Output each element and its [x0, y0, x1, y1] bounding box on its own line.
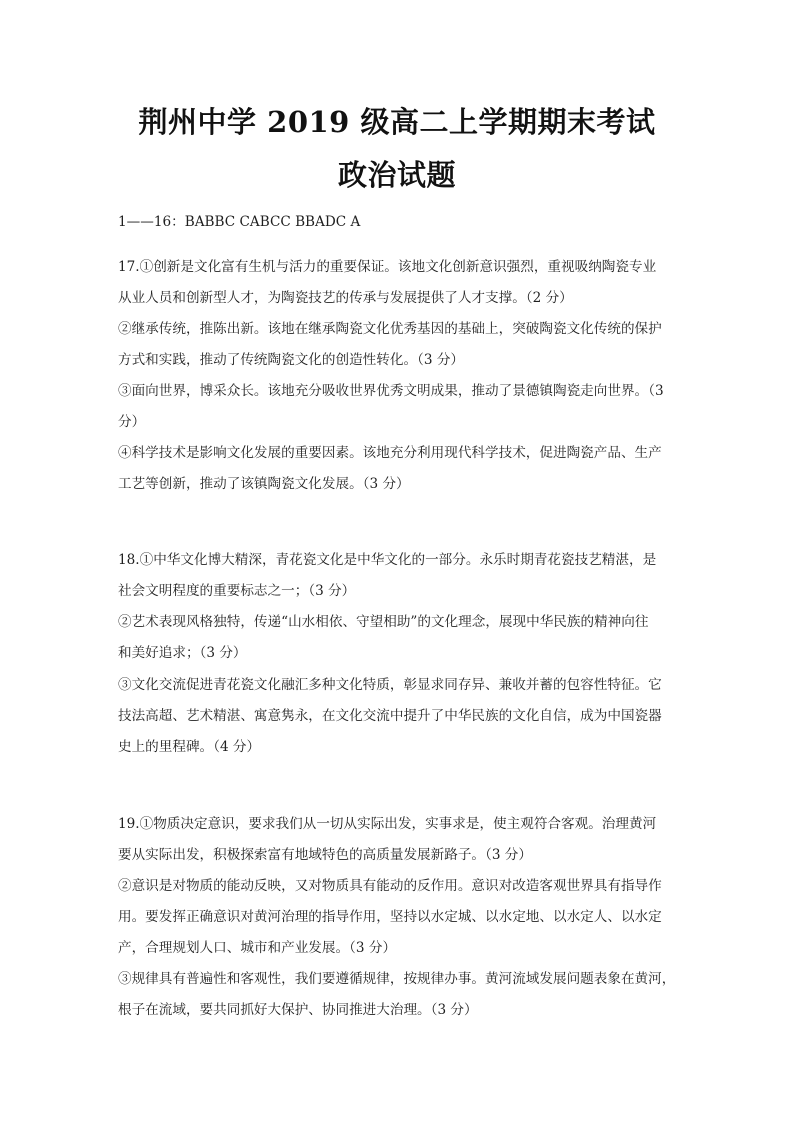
q19-line-2: 要从实际出发，积极探索富有地域特色的高质量发展新路子。（3 分）	[118, 847, 532, 863]
q17-line-5: ③面向世界，博采众长。该地充分吸收世界优秀文明成果，推动了景德镇陶瓷走向世界。（3	[118, 383, 664, 399]
q18-line-2: 社会文明程度的重要标志之一；（3 分）	[118, 583, 356, 599]
q17-line-6: 分）	[118, 414, 146, 430]
q19-line-7: 根子在流域，要共同抓好大保护、协同推进大治理。（3 分）	[118, 1002, 478, 1018]
q18-line-4: 和美好追求；（3 分）	[118, 645, 247, 661]
q19-line-4: 用。要发挥正确意识对黄河治理的指导作用，坚持以水定城、以水定地、以水定人、以水定	[118, 909, 662, 925]
page-title: 荆州中学 2019 级高二上学期期末考试	[138, 105, 656, 139]
q17-line-4: 方式和实践，推动了传统陶瓷文化的创造性转化。（3 分）	[118, 352, 465, 368]
page-subtitle: 政治试题	[337, 158, 456, 192]
q18-line-1: 18.①中华文化博大精深，青花瓷文化是中华文化的一部分。永乐时期青花瓷技艺精湛，是	[118, 552, 657, 568]
q17-line-1: 17.①创新是文化富有生机与活力的重要保证。该地文化创新意识强烈，重视吸纳陶瓷专业	[118, 259, 657, 275]
q19-line-1: 19.①物质决定意识，要求我们从一切从实际出发，实事求是，使主观符合客观。治理黄河	[118, 816, 657, 832]
q19-line-5: 产，合理规划人口、城市和产业发展。（3 分）	[118, 940, 397, 956]
q18-line-5: ③文化交流促进青花瓷文化融汇多种文化特质，彰显求同存异、兼收并蓄的包容性特征。它	[118, 677, 662, 693]
q17-line-2: 从业人员和创新型人才，为陶瓷技艺的传承与发展提供了人才支撑。（2 分）	[118, 290, 573, 306]
q19-line-6: ③规律具有普遍性和客观性，我们要遵循规律，按规律办事。黄河流域发展问题表象在黄河，	[118, 971, 676, 987]
q18-line-7: 史上的里程碑。（4 分）	[118, 739, 261, 755]
q18-line-3: ②艺术表现风格独特，传递“山水相依、守望相助”的文化理念，展现中华民族的精神向往	[118, 614, 649, 630]
q17-line-8: 工艺等创新，推动了该镇陶瓷文化发展。（3 分）	[118, 476, 410, 492]
q19-line-3: ②意识是对物质的能动反映，又对物质具有能动的反作用。意识对改造客观世界具有指导作	[118, 878, 662, 894]
q18-line-6: 技法高超、艺术精湛、寓意隽永，在文化交流中提升了中华民族的文化自信，成为中国瓷器	[118, 708, 662, 724]
q17-line-3: ②继承传统，推陈出新。该地在继承陶瓷文化优秀基因的基础上，突破陶瓷文化传统的保护	[118, 321, 662, 337]
q17-line-7: ④科学技术是影响文化发展的重要因素。该地充分利用现代科学技术，促进陶瓷产品、生产	[118, 445, 662, 461]
answer-key-multiple-choice: 1——16：BABBC CABCC BBADC A	[118, 214, 361, 230]
